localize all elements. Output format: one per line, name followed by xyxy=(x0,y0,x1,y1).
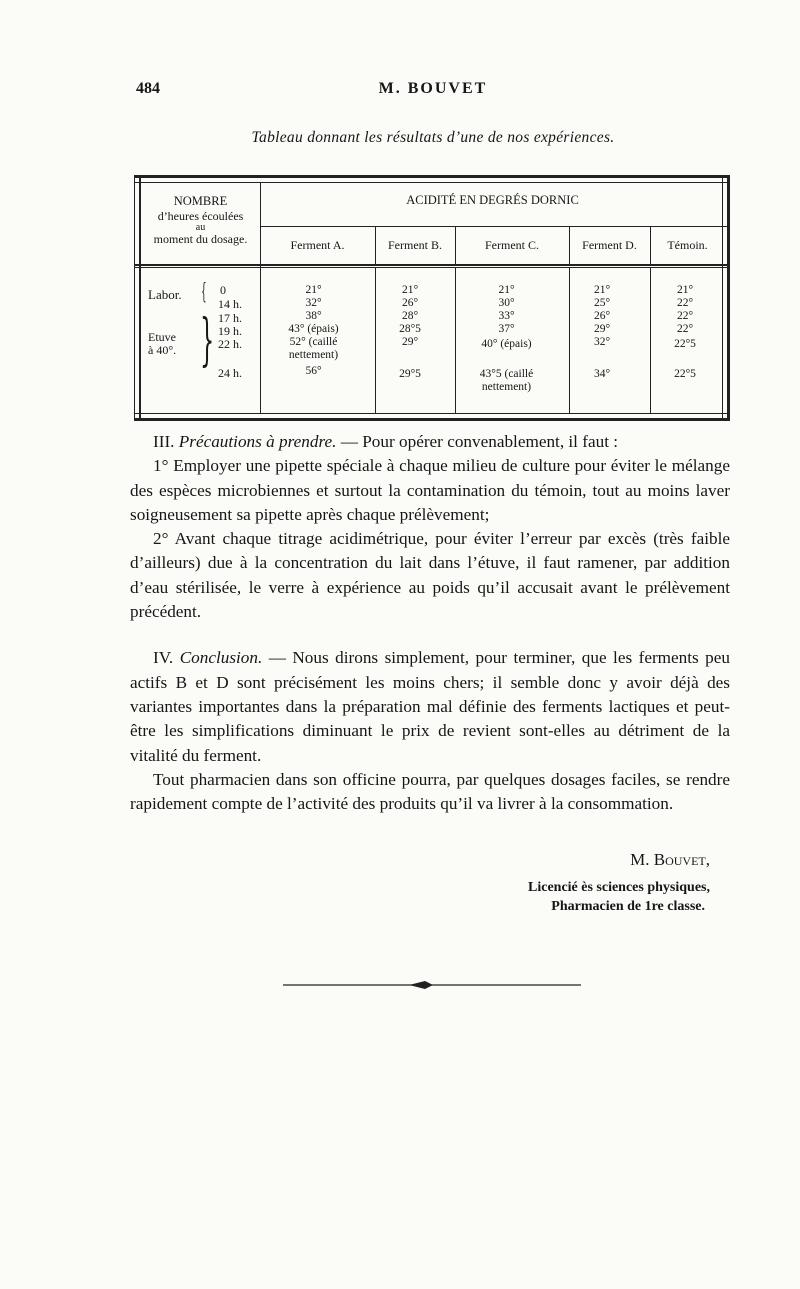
group-label-etuve: Etuve xyxy=(148,330,176,344)
paragraph: IV. Conclusion. — Nous dirons simplement, pour terminer, que les ferments peu actifs B et D sont précisément les moins chers; il semble donc y avoir déjà des variantes importantes dans la préparation mal définie des ferments lactiques et peut-être les simplifications diminuant le prix de revient sont-elles au détriment de la vitalité du ferment. xyxy=(130,648,730,765)
table-caption: Tableau donnant les résultats d’une de nos expériences. xyxy=(251,129,615,146)
cell-ferment-a-cont: nettement) xyxy=(288,349,339,361)
column-header: Ferment D. xyxy=(582,238,637,252)
page-header xyxy=(136,80,730,100)
hour-cell: 0 xyxy=(220,283,226,297)
author-qualification: Pharmacien de 1re classe. xyxy=(551,899,705,914)
group-label-temp: à 40°. xyxy=(148,343,177,357)
column-header: Ferment B. xyxy=(388,238,442,252)
section-3-heading: III. Précautions à prendre. — Pour opérer convenablement, il faut : xyxy=(153,432,619,451)
hour-cell: 17 h. xyxy=(218,311,242,325)
paragraph: 2° Avant chaque titrage acidimétrique, pour éviter l’erreur par excès (très faible d’ailleurs) due à la concentration du lait dans l’étuve, il faut ramener, par addition d’eau stérilisée, le verre à expérience au poids qu’il accusait avant le prélèvement précédent. xyxy=(130,529,730,622)
cell-ferment-a: 32° xyxy=(305,297,322,309)
cell-temoin: 22° xyxy=(676,323,694,335)
cell-ferment-c: 37° xyxy=(498,323,515,335)
first-col-header: NOMBRE d’heures écoulées au moment du dosage. xyxy=(153,194,248,246)
cell-ferment-d: 34° xyxy=(593,368,611,380)
cell-temoin: 22° xyxy=(676,297,694,309)
cell-temoin: 22° xyxy=(676,310,694,322)
cell-ferment-d: 32° xyxy=(593,336,611,348)
cell-ferment-c: 21° xyxy=(498,284,515,296)
paragraph: 1° Employer une pipette spéciale à chaque milieu de culture pour éviter le mélange des espèces microbiennes et surtout la contamination du témoin, tout au moins laver soigneusement sa pipette après chaque prélèvement; xyxy=(130,456,730,524)
group-header: ACIDITÉ EN DEGRÉS DORNIC xyxy=(406,193,579,207)
author-title: Licencié ès sciences physiques, xyxy=(528,880,710,895)
author-name: M. Bouvet, xyxy=(630,850,710,869)
cell-ferment-a: 43° (épais) xyxy=(288,323,339,335)
column-header: Ferment A. xyxy=(290,238,345,252)
group-label-labor: Labor. xyxy=(148,287,182,302)
cell-ferment-d: 25° xyxy=(593,297,611,309)
hour-cell: 14 h. xyxy=(218,297,242,311)
cell-ferment-c: 43°5 (caillé xyxy=(479,368,534,380)
cell-ferment-b: 26° xyxy=(401,297,419,309)
page-number: 484 xyxy=(136,80,160,97)
running-head: M. BOUVET xyxy=(378,80,488,97)
cell-ferment-b: 29°5 xyxy=(399,368,421,380)
tailpiece-ornament xyxy=(283,979,581,991)
cell-temoin: 22°5 xyxy=(674,338,696,350)
cell-ferment-c: 40° (épais) xyxy=(481,338,532,350)
results-table xyxy=(134,175,730,421)
hour-cell: 19 h. xyxy=(218,324,242,338)
cell-temoin: 21° xyxy=(676,284,694,296)
cell-ferment-d: 29° xyxy=(593,323,611,335)
cell-ferment-c-cont: nettement) xyxy=(481,381,532,393)
cell-ferment-c: 30° xyxy=(498,297,515,309)
cell-ferment-b: 21° xyxy=(401,284,419,296)
section-3-title: Précautions à prendre. xyxy=(178,432,337,451)
cell-ferment-b: 28° xyxy=(401,310,419,322)
column-header: Témoin. xyxy=(667,238,708,252)
brace-etuve: } xyxy=(200,308,215,373)
cell-temoin: 22°5 xyxy=(674,368,696,380)
paragraph: Tout pharmacien dans son officine pourra, par quelques dosages faciles, se rendre rapidement compte de l’activité des produits qu’il va livrer à la consommation. xyxy=(130,769,730,814)
cell-ferment-a: 21° xyxy=(305,284,322,296)
cell-ferment-b: 29° xyxy=(401,336,419,348)
body-text xyxy=(130,430,730,816)
column-header: Ferment C. xyxy=(485,238,539,252)
cell-ferment-a: 56° xyxy=(305,365,322,377)
hour-cell: 24 h. xyxy=(218,366,242,380)
cell-ferment-d: 21° xyxy=(593,284,611,296)
cell-ferment-b: 28°5 xyxy=(399,323,421,335)
section-4-title: Conclusion. xyxy=(179,648,263,668)
cell-ferment-a: 38° xyxy=(305,310,322,322)
cell-ferment-d: 26° xyxy=(593,310,611,322)
hour-cell: 22 h. xyxy=(218,337,242,351)
cell-ferment-c: 33° xyxy=(498,310,515,322)
brace-labor: { xyxy=(201,280,207,305)
cell-ferment-a: 52° (caillé xyxy=(289,336,338,348)
